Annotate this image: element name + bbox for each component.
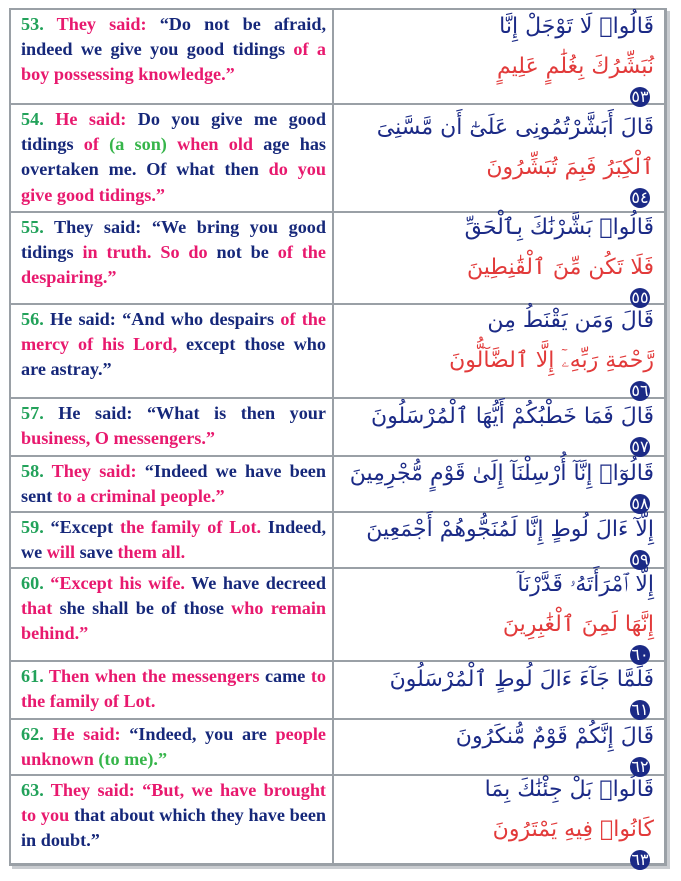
arabic-verse-cell bbox=[334, 569, 664, 664]
arabic-verse-cell bbox=[334, 662, 664, 718]
english-translation-cell bbox=[11, 513, 334, 567]
translation-text: except those who are astray.” bbox=[21, 334, 326, 380]
verse-table bbox=[9, 8, 667, 869]
arabic-line bbox=[342, 605, 654, 665]
verse-number: 57. bbox=[21, 403, 44, 423]
translation-text: He said: “What is then your bbox=[43, 403, 326, 423]
arabic-line bbox=[342, 108, 654, 148]
translation-text: of bbox=[83, 134, 110, 155]
verse-number: 53. bbox=[21, 14, 44, 34]
translation-text: They said: bbox=[43, 14, 160, 34]
translation-text: Do you give me good tidings bbox=[21, 109, 326, 155]
translation-text: He said: “And who despairs bbox=[43, 309, 281, 329]
arabic-text: قَالَ أَبَشَّرْتُمُونِى عَلَىٰٓ أَن مَّسَّنِىَ bbox=[376, 115, 654, 140]
english-translation-cell bbox=[11, 10, 334, 103]
english-translation-cell bbox=[11, 457, 334, 511]
verse-row bbox=[11, 103, 664, 211]
verse-number: 63. bbox=[21, 780, 44, 800]
ayah-number-marker: ٥٦ bbox=[631, 381, 649, 400]
translation-text: the family of Lot. bbox=[119, 517, 262, 537]
translation-text: (a son) bbox=[109, 134, 167, 155]
english-translation-cell bbox=[11, 213, 334, 303]
translation-text: that bbox=[21, 598, 60, 619]
translation-text: that about which they have been in doubt.” bbox=[21, 805, 327, 851]
verse-row bbox=[11, 211, 664, 307]
arabic-text: رَّحْمَةِ رَبِّهِۦٓ إِلَّا ٱلضَّآلُّونَ bbox=[449, 348, 654, 373]
translation-text: “Do not be afraid, indeed we give you good tidings bbox=[21, 14, 326, 60]
verse-number: 61. bbox=[21, 666, 44, 686]
arabic-line bbox=[342, 454, 654, 514]
english-translation-cell bbox=[11, 105, 334, 211]
verse-row bbox=[11, 718, 664, 774]
translation-text: We have decreed bbox=[184, 573, 326, 593]
arabic-verse-cell bbox=[334, 399, 664, 455]
translation-text: in truth. So do bbox=[82, 242, 217, 263]
translation-text: of the despairing.” bbox=[21, 242, 326, 288]
ayah-number-marker: ٥٤ bbox=[631, 188, 649, 207]
translation-text: of a boy possessing knowledge.” bbox=[21, 39, 326, 85]
arabic-line bbox=[342, 7, 654, 47]
arabic-line bbox=[342, 397, 654, 457]
arabic-verse-cell bbox=[334, 10, 664, 106]
translation-text: age has overtaken me. Of what then bbox=[21, 134, 326, 180]
ayah-number-marker: ٦١ bbox=[631, 700, 649, 719]
english-translation-cell bbox=[11, 305, 334, 397]
translation-text: came bbox=[264, 666, 311, 686]
verse-number: 56. bbox=[21, 309, 44, 329]
arabic-line bbox=[342, 717, 654, 777]
arabic-verse-cell bbox=[334, 305, 664, 400]
verse-row bbox=[11, 303, 664, 400]
arabic-text: فَلَمَّا جَآءَ ءَالَ لُوطٍ ٱلْمُرْسَلُونَ bbox=[389, 667, 654, 692]
translation-text: “Indeed, you are bbox=[120, 724, 276, 744]
english-translation-cell bbox=[11, 662, 334, 718]
verse-row bbox=[11, 397, 664, 455]
ayah-number-marker: ٥٨ bbox=[631, 494, 649, 513]
translation-text: do you give good tidings.” bbox=[21, 159, 326, 205]
arabic-line bbox=[342, 208, 654, 248]
arabic-line bbox=[342, 660, 654, 720]
arabic-verse-cell bbox=[334, 105, 664, 211]
arabic-text: قَالُوا۟ بَلْ جِئْنَٰكَ بِمَا bbox=[484, 776, 654, 802]
arabic-text: إِنَّهَا لَمِنَ ٱلْغَٰبِرِينَ bbox=[502, 611, 654, 637]
verse-number: 55. bbox=[21, 217, 44, 237]
translation-text: people unknown bbox=[21, 724, 327, 770]
translation-text: she shall be of those bbox=[59, 598, 232, 619]
arabic-text: إِلَّآ ءَالَ لُوطٍ إِنَّا لَمُنَجُّوهُمْ أَجْمَعِينَ bbox=[366, 517, 654, 542]
verse-number: 54. bbox=[21, 109, 44, 129]
ayah-number-marker: ٥٥ bbox=[631, 288, 649, 307]
arabic-line bbox=[342, 248, 654, 308]
verse-number: 59. bbox=[21, 517, 44, 537]
verse-number: 62. bbox=[21, 724, 44, 744]
verse-row bbox=[11, 567, 664, 664]
ayah-number-marker: ٦٠ bbox=[631, 644, 649, 664]
translation-text: They said: “But, we have brought to you bbox=[21, 780, 326, 826]
arabic-text: قَالَ فَمَا خَطْبُكُمْ أَيُّهَا ٱلْمُرْسَلُونَ bbox=[371, 404, 654, 429]
english-translation-cell bbox=[11, 569, 334, 660]
verse-row bbox=[11, 10, 664, 106]
translation-text: who remain behind.” bbox=[21, 598, 326, 644]
arabic-verse-cell bbox=[334, 776, 664, 869]
arabic-text: قَالُوٓا۟ إِنَّآ أُرْسِلْنَآ إِلَىٰ قَوْمٍ مُّجْرِمِينَ bbox=[349, 461, 654, 486]
english-translation-cell bbox=[11, 776, 334, 863]
english-translation-cell bbox=[11, 399, 334, 455]
translation-text: save bbox=[79, 542, 118, 563]
translation-text: “Except bbox=[43, 517, 120, 537]
translation-text: not be bbox=[216, 242, 278, 263]
translation-text: business, O messengers.” bbox=[21, 428, 216, 449]
arabic-line bbox=[342, 148, 654, 208]
arabic-text: كَانُوا۟ فِيهِ يَمْتَرُونَ bbox=[492, 816, 654, 842]
translation-text: (to me).” bbox=[98, 749, 168, 770]
arabic-text: إِلَّا ٱمْرَأَتَهُۥ قَدَّرْنَآ bbox=[517, 571, 654, 597]
translation-text: He said: bbox=[43, 109, 127, 129]
ayah-number-marker: ٦٢ bbox=[631, 757, 649, 776]
arabic-text: قَالَ إِنَّكُمْ قَوْمٌ مُّنكَرُونَ bbox=[455, 724, 654, 749]
translation-text: to the family of Lot. bbox=[21, 666, 327, 712]
translation-text: Then when the messengers bbox=[43, 666, 265, 686]
translation-text: of the mercy of his Lord, bbox=[21, 309, 326, 355]
translation-text: They said: bbox=[43, 461, 137, 481]
translation-text: them all. bbox=[117, 542, 186, 563]
arabic-line bbox=[342, 565, 654, 605]
translation-text: when old bbox=[166, 134, 264, 155]
verse-number: 58. bbox=[21, 461, 44, 481]
arabic-text: ٱلْكِبَرُ فَبِمَ تُبَشِّرُونَ bbox=[486, 155, 654, 180]
english-translation-cell bbox=[11, 720, 334, 774]
translation-text: to a criminal people.” bbox=[56, 486, 225, 507]
arabic-line bbox=[342, 47, 654, 107]
arabic-line bbox=[342, 301, 654, 341]
ayah-number-marker: ٥٧ bbox=[631, 437, 649, 456]
arabic-line bbox=[342, 810, 654, 870]
translation-text: They said: “We bring you good tidings bbox=[21, 217, 326, 263]
arabic-text: فَلَا تَكُن مِّنَ ٱلْقَٰنِطِينَ bbox=[467, 255, 654, 280]
verse-row bbox=[11, 511, 664, 567]
verse-row bbox=[11, 774, 664, 869]
translation-text: “Except his wife. bbox=[43, 573, 185, 593]
translation-text: Indeed, we bbox=[21, 517, 326, 563]
arabic-verse-cell bbox=[334, 457, 664, 511]
verse-row bbox=[11, 455, 664, 511]
arabic-text: قَالُوا۟ بَشَّرْنَٰكَ بِٱلْحَقِّ bbox=[464, 215, 654, 240]
verse-number: 60. bbox=[21, 573, 44, 593]
ayah-number-marker: ٥٩ bbox=[631, 550, 649, 569]
ayah-number-marker: ٥٣ bbox=[631, 86, 649, 106]
arabic-verse-cell bbox=[334, 720, 664, 774]
translation-text: “Indeed we have been sent bbox=[21, 461, 326, 507]
translation-text: will bbox=[46, 542, 80, 563]
arabic-text: قَالُوا۟ لَا تَوْجَلْ إِنَّا bbox=[499, 13, 654, 39]
arabic-line bbox=[342, 770, 654, 810]
arabic-line bbox=[342, 341, 654, 401]
arabic-text: نُبَشِّرُكَ بِغُلَٰمٍ عَلِيمٍ bbox=[497, 53, 654, 79]
arabic-verse-cell bbox=[334, 213, 664, 307]
ayah-number-marker: ٦٣ bbox=[631, 849, 649, 869]
arabic-verse-cell bbox=[334, 513, 664, 567]
arabic-line bbox=[342, 510, 654, 570]
translation-text: He said: bbox=[43, 724, 121, 744]
arabic-text: قَالَ وَمَن يَقْنَطُ مِن bbox=[487, 308, 654, 333]
verse-row bbox=[11, 660, 664, 718]
